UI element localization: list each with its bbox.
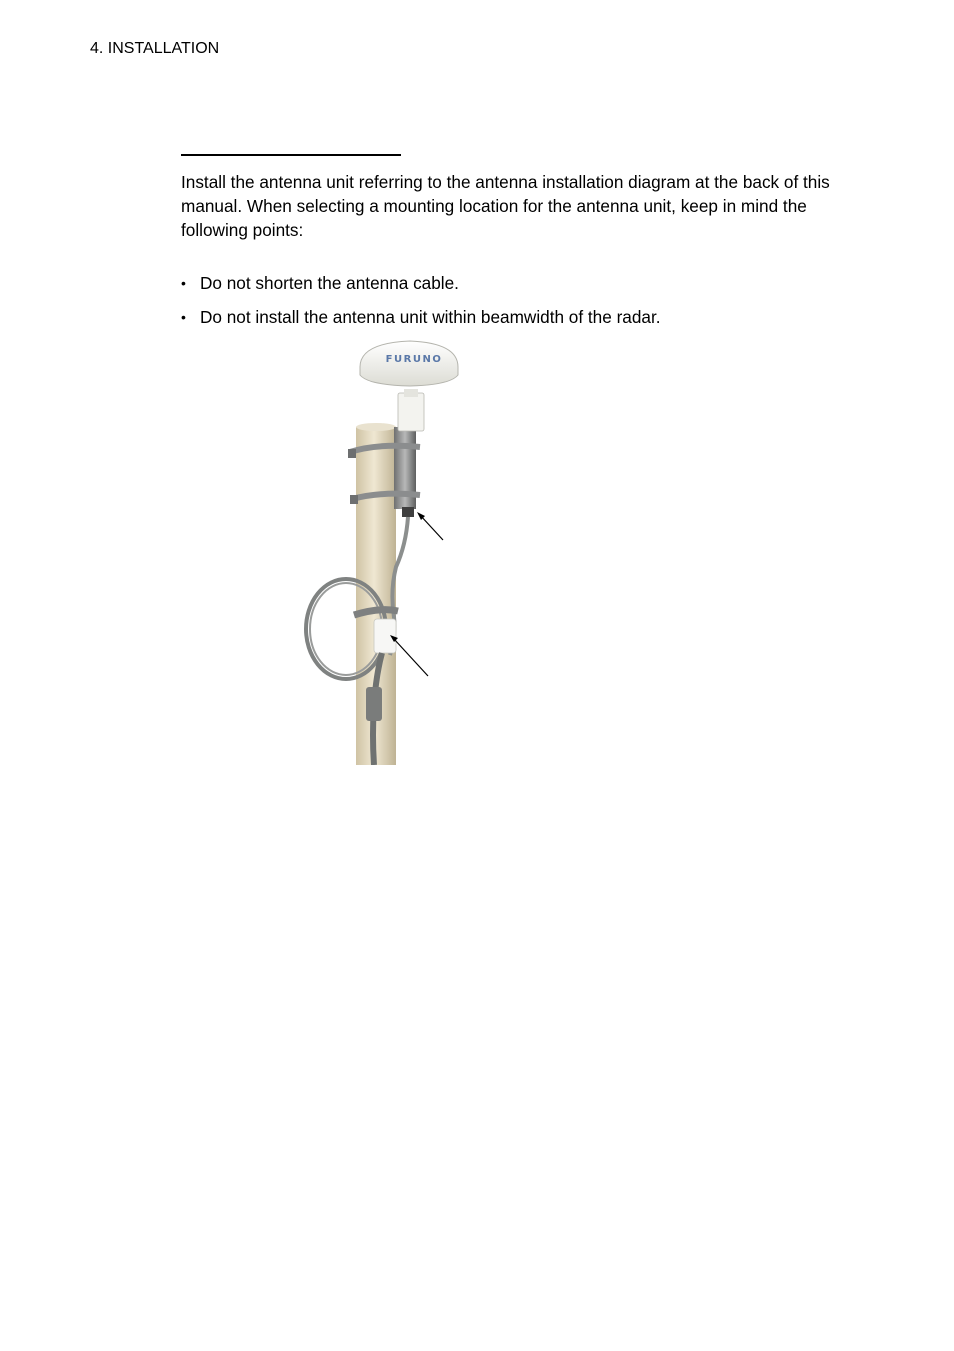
page-header-section: 4. INSTALLATION (90, 40, 220, 57)
list-item-text: Do not install the antenna unit within beamwidth of the radar. (200, 307, 661, 327)
list-item-text: Do not shorten the antenna cable. (200, 273, 459, 293)
list-item (181, 271, 841, 305)
bullet-icon: • (181, 309, 186, 325)
antenna-mounting-figure (290, 335, 480, 765)
section-heading-rule (181, 154, 401, 156)
callout-arrow (394, 639, 428, 676)
list-item (181, 305, 841, 339)
bullet-icon: • (181, 275, 186, 291)
brand-logo: FURUNO (385, 354, 443, 365)
points-list (181, 271, 841, 339)
callout-arrow (420, 515, 443, 540)
cable-coupler (374, 619, 396, 653)
intro-paragraph: Install the antenna unit referring to the antenna installation diagram at the back of this manual. When selecting a mounting location for the antenna unit, keep in mind the following points: (181, 172, 830, 240)
